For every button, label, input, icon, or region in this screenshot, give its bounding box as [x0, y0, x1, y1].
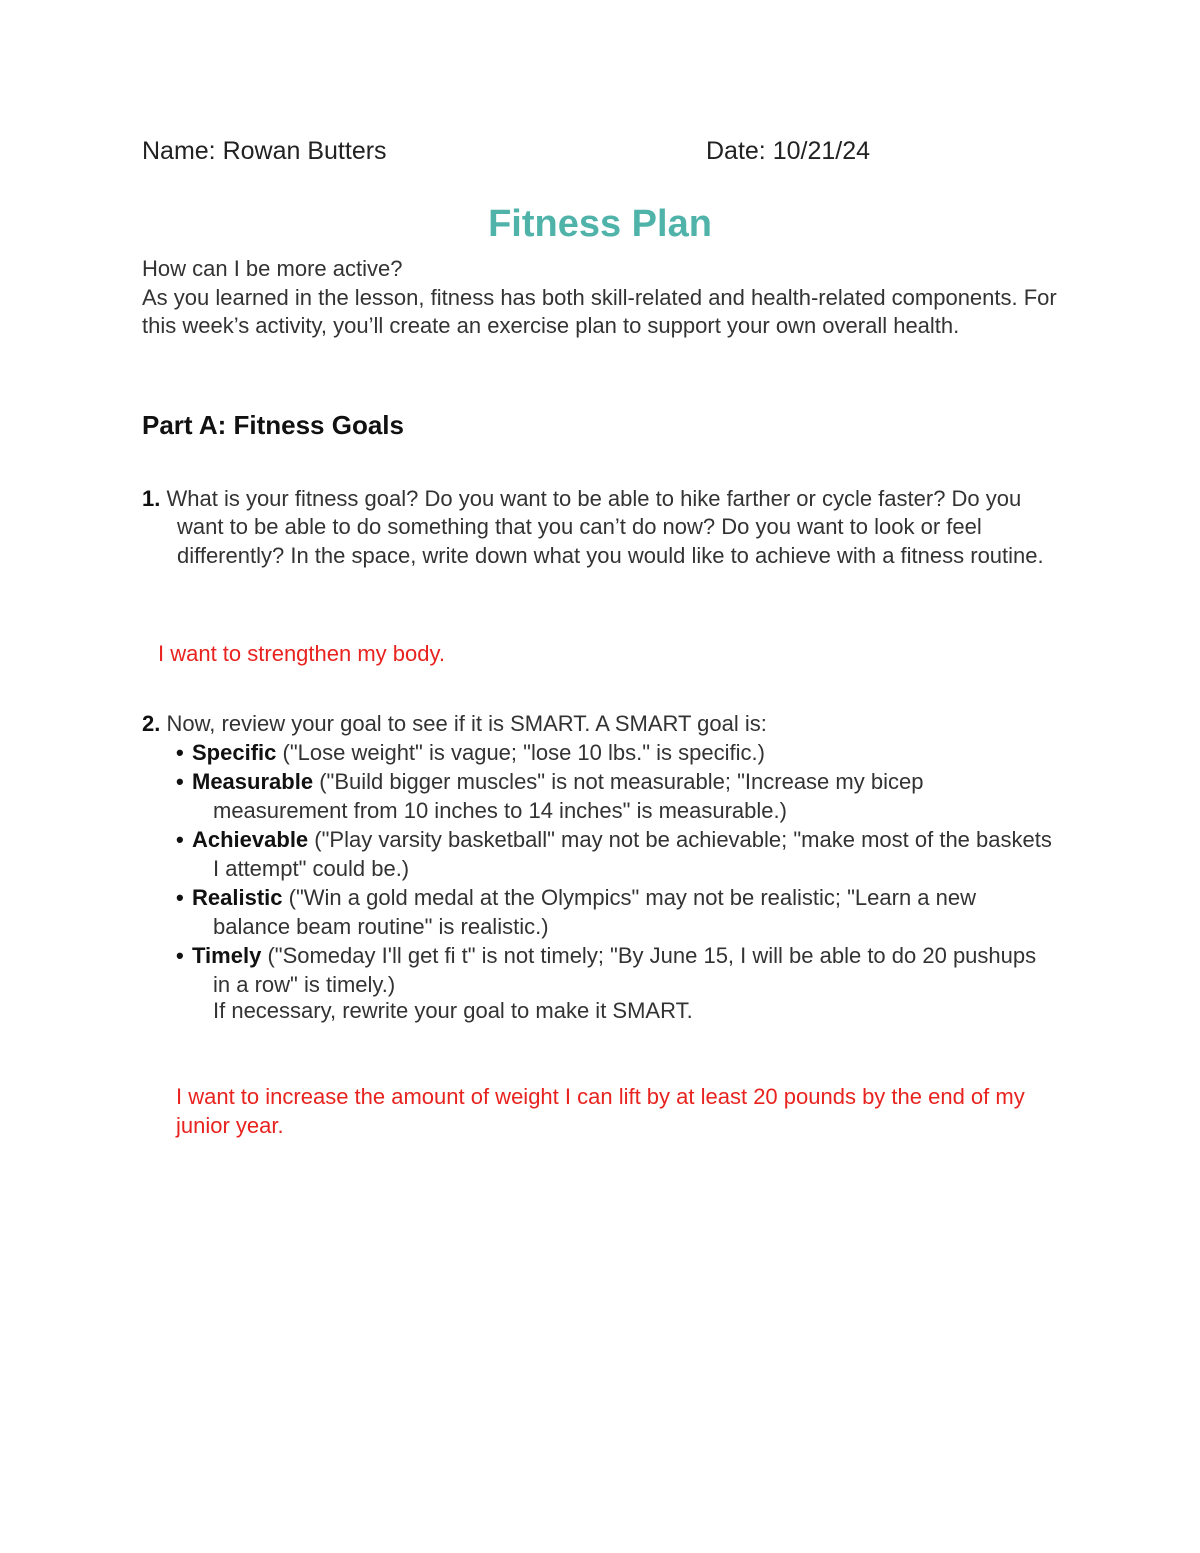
question-2-number: 2.: [142, 711, 161, 736]
bullet-icon: •: [176, 885, 184, 911]
smart-criterion-measurable: [176, 768, 1056, 825]
smart-criterion-realistic: [176, 884, 1056, 941]
criterion-term: Specific: [192, 740, 277, 765]
assignment-date: Date: 10/21/24: [706, 137, 871, 165]
intro-body: As you learned in the lesson, fitness has both skill-related and health-related components. For this week’s activity, you’ll create an exercise plan to support your own overall health.: [142, 284, 1057, 338]
question-2-text: Now, review your goal to see if it is SMART. A SMART goal is:: [166, 711, 767, 736]
intro-section: [142, 255, 1072, 341]
bullet-icon: •: [176, 769, 184, 795]
question-1-number: 1.: [142, 486, 161, 511]
smart-criterion-achievable: [176, 826, 1056, 883]
smart-criteria-list: [176, 739, 1056, 1000]
criterion-term: Realistic: [192, 885, 283, 911]
criterion-desc: ("Someday I'll get fi t" is not timely; "By June 15, I will be able to do 20 pushups in a row" is timely.): [213, 942, 1037, 997]
question-1: [142, 485, 1062, 570]
part-a-heading: Part A: Fitness Goals: [142, 410, 404, 440]
smart-criterion-specific: [176, 739, 1056, 768]
criterion-term: Achievable: [192, 827, 309, 853]
question-1-text: What is your fitness goal? Do you want to be able to hike farther or cycle faster? Do you want to be able to do something that you can’t do now? Do you want to look or feel differently? In the space, write down what you would like to achieve with a fitness routine.: [166, 486, 1044, 568]
answer-2: I want to increase the amount of weight I can lift by at least 20 pounds by the end of my junior year.: [176, 1084, 1025, 1138]
answer-1: I want to strengthen my body.: [158, 641, 445, 666]
criterion-desc: ("Lose weight" is vague; "lose 10 lbs." is specific.): [282, 740, 765, 765]
question-2: [142, 711, 767, 737]
bullet-icon: •: [176, 942, 184, 968]
criterion-term: Timely: [192, 942, 262, 968]
criterion-term: Measurable: [192, 769, 314, 795]
page-title: Fitness Plan: [488, 203, 712, 245]
smart-criterion-timely: [176, 942, 1056, 999]
bullet-icon: •: [176, 827, 184, 853]
student-name: Name: Rowan Butters: [142, 137, 387, 165]
rewrite-instruction: If necessary, rewrite your goal to make it SMART.: [213, 998, 693, 1023]
intro-question: How can I be more active?: [142, 256, 403, 281]
bullet-icon: •: [176, 740, 184, 765]
criterion-desc: ("Play varsity basketball" may not be achievable; "make most of the baskets I attempt" could be.): [213, 827, 1052, 881]
criterion-desc: ("Win a gold medal at the Olympics" may not be realistic; "Learn a new balance beam routine" is realistic.): [213, 885, 977, 939]
criterion-desc: ("Build bigger muscles" is not measurable; "Increase my bicep measurement from 10 inches to 14 inches" is measurable.): [213, 769, 924, 823]
